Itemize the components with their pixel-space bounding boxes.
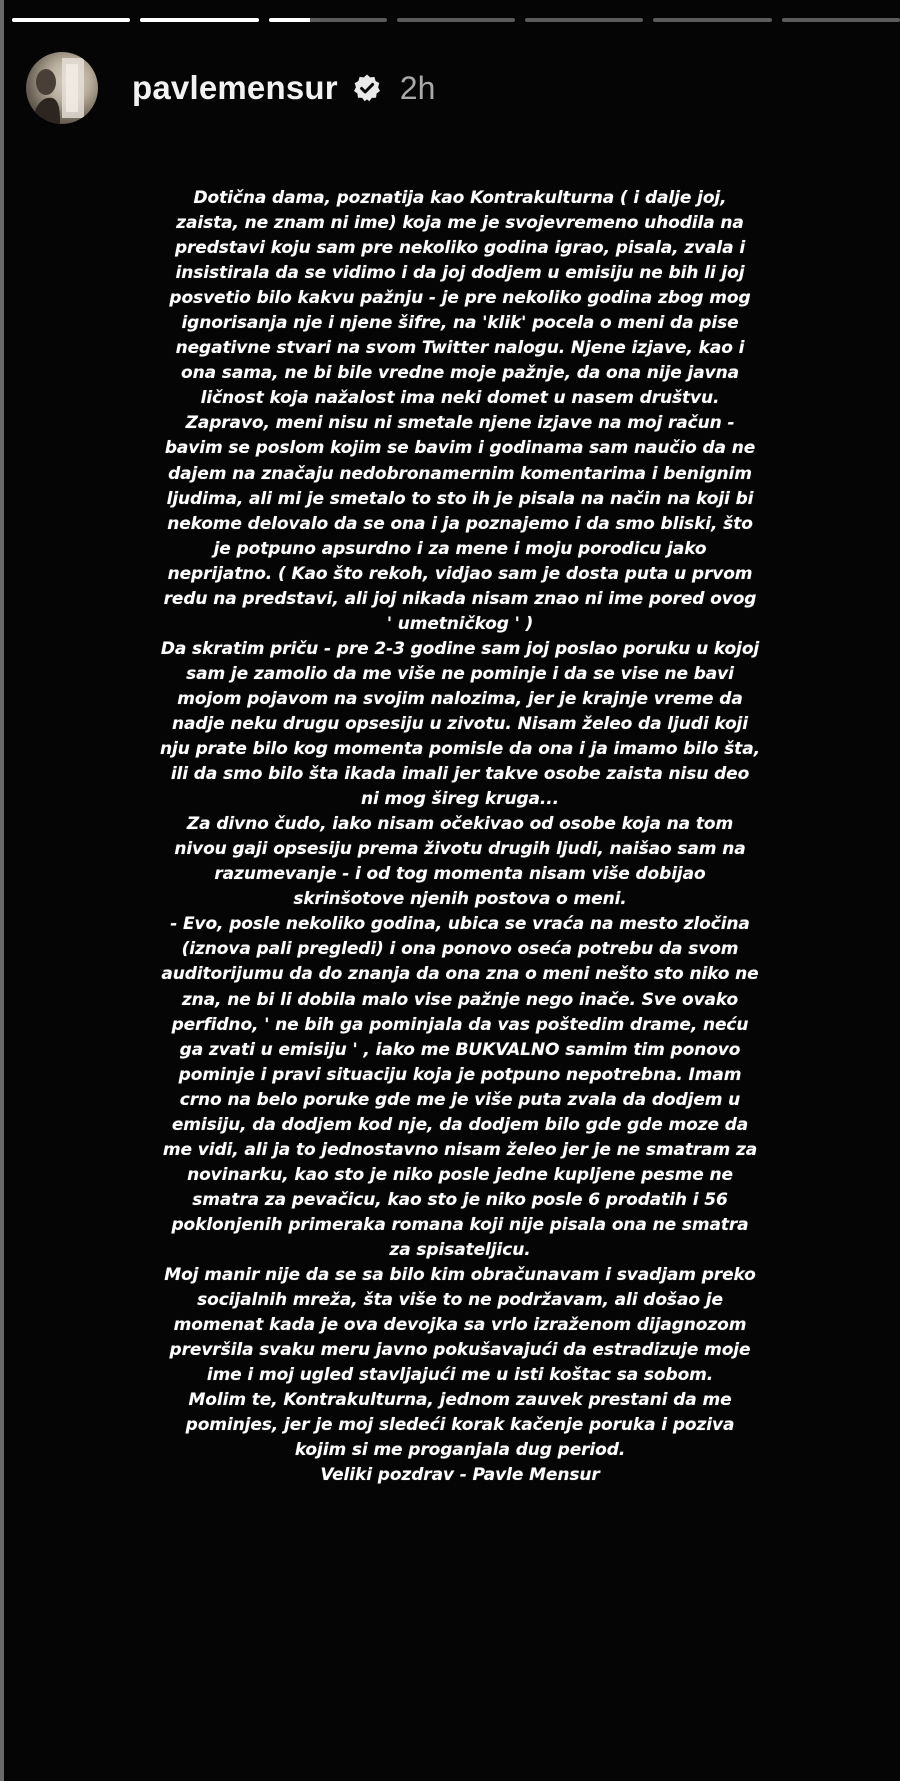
progress-segment [782,18,900,22]
progress-segment [140,18,258,22]
username[interactable]: pavlemensur [132,69,338,106]
post-time: 2h [399,69,436,106]
story-text [160,186,760,1488]
story-paragraph: - Evo, posle nekoliko godina, ubica se vraća na mesto zločina (iznova pali pregledi) i ona ponovo oseća potrebu da svom auditorijumu da do znanja da ona zna o meni nešto sto niko ne zna, ne bi li dobila malo vise pažnje nego inače. Sve ovako perfidno, ' ne bih ga pominjala da vas poštedim drame, neću ga zvati u emisiju ' , iako me BUKVALNO samim tim ponovo pominje i pravi situaciju koja je potpuno nepotrebna. Imam crno na belo poruke gde me je više puta zvala da dodjem u emisiju, da dodjem kod nje, da dodjem bilo gde gde moze da me vidi, ali ja to jednostavno nisam želeo jer je ne smatram za novinarku, kao sto je niko posle jedne kupljene pesme ne smatra za pevačicu, kao sto je niko posle 6 prodatih i 56 poklonjenih primeraka romana koji nije pisala ona ne smatra za spisateljicu. [161,914,759,1260]
story-header [26,46,435,130]
progress-segment [525,18,643,22]
avatar[interactable] [26,52,98,124]
story-paragraph: Zapravo, meni nisu ni smetale njene izjave na moj račun - bavim se poslom kojim se bavim i godinama sam naučio da ne dajem na značaju nedobronamernim komentarima i benignim ljudima, ali mi je smetalo to sto ih je pisala na način na koji bi nekome delovalo da se ona i ja poznajemo i da smo bliski, što je potpuno apsurdno i za mene i moju porodicu jako neprijatno. ( Kao što rekoh, vidjao sam je dosta puta u prvom redu na predstavi, ali joj nikada nisam znao ni ime pored ovog ' umetničkog ' ) [163,413,757,634]
screen-edge [0,0,4,1781]
progress-fill [12,18,130,22]
story-progress-bar [12,18,900,22]
story-paragraph: Moj manir nije da se sa bilo kim obračunavam i svadjam preko socijalnih mreža, šta više to ne podržavam, ali došao je momenat kada je ova devojka sa vrlo izraženom dijagnozom prevršila svaku meru javno pokušavajući da estradizuje moje ime i moj ugled stavljajući me u isti koštac sa sobom. [164,1265,756,1386]
story-paragraph: Dotična dama, poznatija kao Kontrakulturna ( i dalje joj, zaista, ne znam ni ime) koja me je svojevremeno uhodila na predstavi koju sam pre nekoliko godina igrao, pisala, zvala i insistirala da se vidimo i da joj dodjem u emisiju ne bih li joj posvetio bilo kakvu pažnju - je pre nekoliko godina zbog mog ignorisanja nje i njene šifre, na 'klik' pocela o meni da pise negativne stvari na svom Twitter nalogu. Njene izjave, kao i ona sama, ne bi bile vredne moje pažnje, da ona nije javna ličnost koja nažalost ima neki domet u nasem društvu. [169,188,751,409]
progress-segment [653,18,771,22]
progress-fill [140,18,258,22]
progress-segment [397,18,515,22]
story-paragraph: Veliki pozdrav - Pavle Mensur [320,1465,600,1486]
progress-segment [12,18,130,22]
progress-fill [269,18,310,22]
verified-badge-icon [352,73,382,103]
story-paragraph: Molim te, Kontrakulturna, jednom zauvek prestani da me pominjes, jer je moj sledeći korak kačenje poruka i poziva kojim si me proganjala dug period. [185,1390,735,1461]
profile-photo-icon [26,52,98,124]
story-paragraph: Da skratim priču - pre 2-3 godine sam joj poslao poruku u kojoj sam je zamolio da me više ne pominje i da se vise ne bavi mojom pojavom na svojim nalozima, jer je krajnje vreme da nadje neku drugu opsesiju u zivotu. Nisam želeo da ljudi koji nju prate bilo kog momenta pomisle da ona i ja imamo bilo šta, ili da smo bilo šta ikada imali jer takve osobe zaista nisu deo ni mog šireg kruga... [160,638,760,810]
progress-segment [269,18,387,22]
story-paragraph: Za divno čudo, iako nisam očekivao od osobe koja na tom nivou gaji opsesiju prema životu drugih ljudi, naišao sam na razumevanje - i od tog momenta nisam više dobijao skrinšotove njenih postova o meni. [174,814,746,910]
